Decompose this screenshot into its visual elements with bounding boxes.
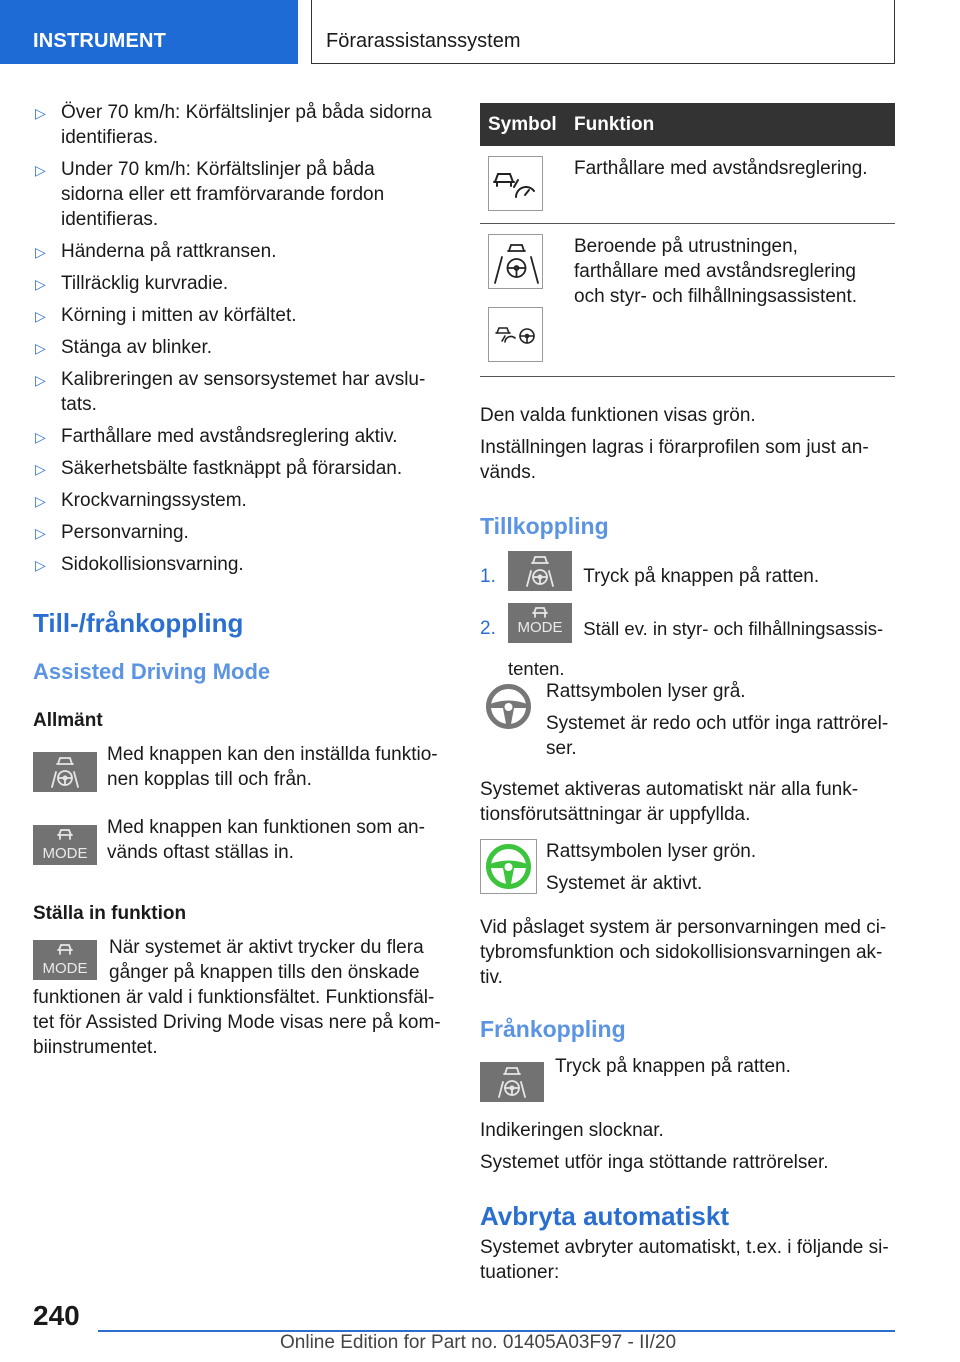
bullet-triangle-icon: ▷ <box>35 105 46 121</box>
bullet-triangle-icon: ▷ <box>35 340 46 356</box>
green-state-text-2: Systemet är aktivt. <box>546 873 703 894</box>
bullet-triangle-icon: ▷ <box>35 162 46 178</box>
step-1-text: Tryck på knappen på ratten. <box>583 566 820 587</box>
steering-wheel-green-icon <box>480 839 537 894</box>
function-cell-2: Beroende på utrustningen, farthållare med avståndsreglering och styr- och filhållningsassistent. <box>566 224 895 377</box>
page-number: 240 <box>33 1300 80 1331</box>
mode-label: MODE <box>42 845 88 862</box>
grey-state-text-1: Rattsymbolen lyser grå. <box>546 681 746 702</box>
bullet-triangle-icon: ▷ <box>35 429 46 445</box>
step-2-text: Ställ ev. in styr- och filhållningsassistenten. <box>508 618 884 679</box>
heading-auto-abort: Avbryta automatiskt <box>480 1201 729 1231</box>
auto-activation-text: Systemet aktiveras automatiskt när alla funktionsförutsättningar är uppfyllda. <box>480 779 859 825</box>
indicator-off-text: Indikeringen slocknar. <box>480 1120 664 1141</box>
step-1 <box>480 551 895 591</box>
symbol-cell <box>480 224 566 377</box>
heading-activation: Tillkoppling <box>480 513 609 539</box>
general-para-2 <box>33 815 441 865</box>
chapter-title: Förarassistanssystem <box>311 0 895 64</box>
bullet-triangle-icon: ▷ <box>35 276 46 292</box>
list-item-text: Farthållare med avståndsreglering aktiv. <box>61 426 398 447</box>
list-item-text: Körning i mitten av körfältet. <box>61 305 297 326</box>
steering-assist-button-icon-3 <box>480 1062 544 1102</box>
list-item <box>33 335 441 360</box>
heading-on-off: Till-/frånkoppling <box>33 608 244 638</box>
footer-edition: Online Edition for Part no. 01405A03F97 - II/20 <box>280 1332 677 1353</box>
bullet-triangle-icon: ▷ <box>35 244 46 260</box>
bullet-triangle-icon: ▷ <box>35 308 46 324</box>
grey-state-text-2: Systemet är redo och utför inga rattrörelser. <box>546 713 889 759</box>
table-row <box>480 146 895 224</box>
mode-button-icon-2 <box>33 940 97 980</box>
list-item-text: Säkerhetsbälte fastknäppt på förarsidan. <box>61 458 403 479</box>
mode-button-icon-3 <box>508 603 572 643</box>
grey-state-block <box>480 679 895 761</box>
table-header-function: Funktion <box>566 103 895 146</box>
list-item-text: Krockvarningssystem. <box>61 490 247 511</box>
heading-set-function: Ställa in funktion <box>33 903 187 924</box>
symbol-table <box>480 103 895 377</box>
general-text-1: Med knappen kan den inställda funktionen kopplas till och från. <box>107 744 438 790</box>
general-text-2: Med knappen kan funktionen som används oftast ställas in. <box>107 817 425 863</box>
list-item-text: Kalibreringen av sensorsystemet har avslutats. <box>61 369 426 415</box>
list-item <box>33 520 441 545</box>
list-item <box>33 456 441 481</box>
list-item <box>33 100 441 150</box>
list-item-text: Stänga av blinker. <box>61 337 213 358</box>
warning-info-text: Vid påslaget system är personvarningen med citybromsfunktion och sidokollisionsvarningen aktiv. <box>480 917 887 988</box>
no-steering-text: Systemet utför inga stöttande rattrörelser. <box>480 1152 829 1173</box>
cruise-steering-combined-icon <box>488 307 543 362</box>
activation-steps <box>480 551 895 679</box>
table-header-symbol: Symbol <box>480 103 566 146</box>
conditions-list <box>33 100 441 577</box>
list-item-text: Personvarning. <box>61 522 189 543</box>
step-1-number: 1. <box>480 566 496 587</box>
step-2 <box>480 603 895 679</box>
list-item <box>33 239 441 264</box>
selected-function-text: Den valda funktionen visas grön. <box>480 405 756 426</box>
left-column <box>33 100 441 1060</box>
steering-wheel-grey-icon <box>480 679 537 734</box>
set-function-para <box>33 935 441 1060</box>
list-item-text: Över 70 km/h: Körfältslinjer på båda sidorna identifieras. <box>61 102 432 148</box>
set-function-text: När systemet är aktivt trycker du flera gånger på knappen tills den önskade funktionen är vald i funktionsfältet. Funktionsfältet för Assisted Driving Mode visas nere på kombiinstrumentet. <box>33 937 441 1058</box>
profile-text: Inställningen lagras i förarprofilen som just används. <box>480 437 869 483</box>
heading-deactivation: Frånkoppling <box>480 1016 626 1042</box>
list-item <box>33 367 441 417</box>
green-state-text-1: Rattsymbolen lyser grön. <box>546 841 757 862</box>
cruise-control-distance-icon <box>488 156 543 211</box>
list-item <box>33 157 441 232</box>
list-item <box>33 552 441 577</box>
heading-assisted-driving-mode: Assisted Driving Mode <box>33 659 271 684</box>
list-item-text: Under 70 km/h: Körfältslinjer på båda sidorna eller ett framförvarande fordon identifieras. <box>61 159 385 230</box>
green-state-block <box>480 839 895 899</box>
bullet-triangle-icon: ▷ <box>35 372 46 388</box>
list-item <box>33 303 441 328</box>
bullet-triangle-icon: ▷ <box>35 493 46 509</box>
deactivation-para <box>480 1054 895 1108</box>
bullet-triangle-icon: ▷ <box>35 557 46 573</box>
bullet-triangle-icon: ▷ <box>35 461 46 477</box>
steering-assist-button-icon-2 <box>508 551 572 591</box>
mode-label-2: MODE <box>42 960 88 977</box>
list-item <box>33 424 441 449</box>
steering-lane-assist-icon <box>488 234 543 289</box>
list-item <box>33 271 441 296</box>
heading-general: Allmänt <box>33 710 103 731</box>
list-item <box>33 488 441 513</box>
list-item-text: Sidokollisionsvarning. <box>61 554 244 575</box>
auto-abort-text: Systemet avbryter automatiskt, t.ex. i följande situationer: <box>480 1237 889 1283</box>
section-tab: INSTRUMENT <box>0 0 298 64</box>
general-para-1 <box>33 742 441 792</box>
table-row <box>480 224 895 377</box>
right-column <box>480 103 895 1285</box>
symbol-cell <box>480 146 566 224</box>
deactivation-text: Tryck på knappen på ratten. <box>555 1056 791 1077</box>
mode-label-3: MODE <box>517 619 563 636</box>
mode-button-icon <box>33 825 97 865</box>
list-item-text: Händerna på rattkransen. <box>61 241 277 262</box>
list-item-text: Tillräcklig kurvradie. <box>61 273 229 294</box>
bullet-triangle-icon: ▷ <box>35 525 46 541</box>
function-cell-1: Farthållare med avståndsreglering. <box>566 146 895 224</box>
steering-assist-button-icon <box>33 752 97 792</box>
step-2-number: 2. <box>480 618 496 639</box>
